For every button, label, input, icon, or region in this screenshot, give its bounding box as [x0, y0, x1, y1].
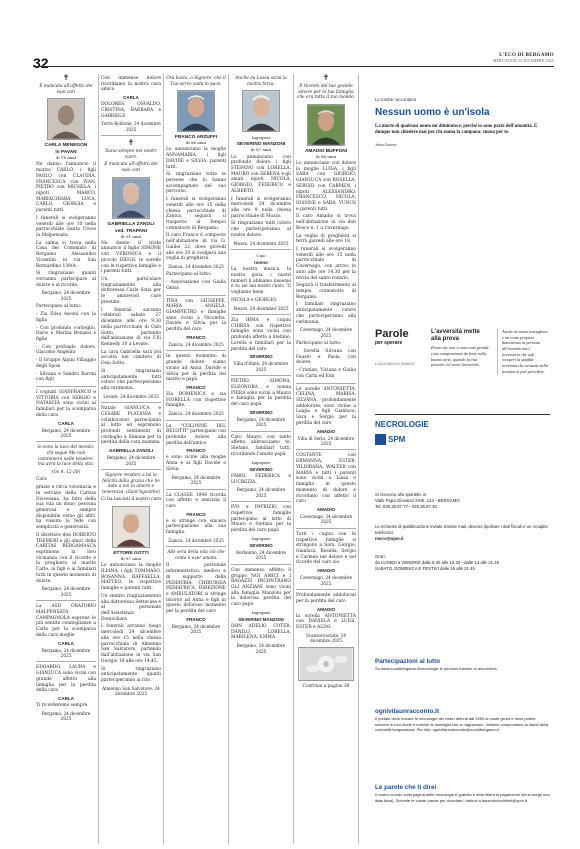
title-prefix: Ingegner [251, 535, 271, 541]
parole-box [375, 329, 550, 389]
notice-text: Zia DOMENICA e zia FIORELLA con rispettive famiglie. [166, 391, 226, 409]
portrait-photo [112, 506, 150, 548]
office-info [375, 492, 550, 511]
deceased-name: GABRIELLA ZANOLI [107, 221, 155, 227]
deceased-name-short: FRANCO [186, 334, 206, 340]
notice-text: Si ringraziano tutte le persone che lo hanno accompagnato nel suo percorso. [166, 172, 226, 195]
notice-text: I funerali avranno luogo mercoledì 24 dicembre alle ore 15 nella chiesa parrocchiale di Almenno San Salvatore, partendo dall'abitazione in via San Giorgio 18 alle ore 14.45. [101, 624, 161, 664]
notice-text: Un particolare ringraziamento alla dottoressa Carla Sotis per le amorevoli cure prestate. [101, 277, 161, 305]
participation-item: - Sorella Silvana con Fausto e Paola, con dolore; [296, 348, 356, 366]
divider [231, 431, 291, 432]
right-sidebar [361, 74, 554, 849]
deceased-name: AMADIO BUFFONI [304, 148, 348, 154]
deceased-age: di 88 anni [315, 153, 337, 159]
rubric-tag: Le tombe raccontano [375, 97, 417, 102]
flower-image [298, 647, 354, 681]
cross-icon: ✝ [322, 74, 330, 82]
office-phone: Tel. 035.35.87.77 - 035.35.87.30 [375, 504, 437, 510]
parole-heading [375, 329, 415, 366]
place-date: Berbenno, 24 dicembre 2025 [236, 549, 286, 561]
deceased-name-short: SEVERINO [249, 466, 273, 472]
salutation: Ciao [256, 253, 266, 259]
participation-item: - Zia Elisa Assoni con la figlia [36, 312, 96, 323]
quote-text: Il ricordo del tuo grande amore per la tua famiglia che era tutto il tuo mondo. [296, 84, 356, 101]
participation-item: - Associazione con Gialla Onlus [166, 280, 226, 291]
place-date: Bergamo, 24 dicembre 2025 [41, 427, 91, 439]
notice-text: Un sentito ringraziamento alla dottoressa Settecase e al personale dell'Assistenza Domiciliare. [101, 593, 161, 622]
deceased-name-short: FRANCO [186, 616, 206, 622]
column-divider [358, 74, 359, 844]
deceased-age: di 91 anni [120, 233, 142, 239]
portrait-photo [177, 90, 215, 132]
service-body: Il portale dove trovare le necrologie dei vostri defunti dal 1950 ai nostri giorni e dove potete scrivere le loro storie e inserire le immagini che si ringraziano. Insieme componiamo la storia della comunità bergamasca. Per info: ognivitaunracconto@ecodibergamo.it [375, 716, 549, 733]
service-ognivita [375, 696, 550, 733]
deceased-age: di 86 anni [185, 140, 207, 146]
column-5 [296, 74, 356, 844]
divider [36, 661, 96, 662]
divider [166, 350, 226, 351]
divider [231, 501, 291, 502]
quote-text: Sarai sempre nei nostri cuori. [105, 149, 157, 160]
notice-text: IVO e PATRIZIO con rispettive famiglie partecipano al lutto di Mauro e Stefano per la perdita del caro papà [231, 505, 291, 533]
participations-label: Partecipano al lutto: [166, 272, 212, 278]
place-date: Bergamo, 24 dicembre 2025 [106, 455, 156, 466]
continued-note: Continua a pagina 38 [302, 683, 350, 689]
spm-logo-text: SPM [388, 435, 406, 444]
notice-text: Le sorelle ANTONIETTA, CELINA, MARISA, SILVANA, profondamente addolorate, sono vicine a Luigia e figli Gianluca, Sara e Sergio per la perdita del caro [296, 386, 356, 426]
participation-item: - Cristian, Viviana e Giulia con Carla ed Emi [296, 368, 356, 379]
place-date: Zanica, 24 dicembre 2025 [168, 411, 224, 417]
divider [296, 528, 356, 529]
deceased-name-short: FRANCO [186, 448, 206, 454]
notice-text: Si ringraziano quanti vorranno partecipare al dolore e al ricordo. [36, 271, 96, 288]
notice-text: Ne danno il triste annuncio il figlio SIMONE con VERONICA e il piccolo DIEGO, le sorelle con le rispettive famiglie e i parenti tutti. [101, 240, 161, 275]
service-body: Il vostro ricordo sulla pagina delle necrologie è gratuito e data libera la pagamento sia si scegli una data fissa). Scrivete le vostre parole per ricordare i defunti a leparolechetidirei@spm.it [375, 792, 550, 803]
notice-text: Il personale infermieristico, medico e di supporto della PEDIATRIA, CHIRURGIA PEDIATRICA, DIREZIONE e AMBULATORI si stringe intorno ad Anna e figli in questo doloroso momento per la perdita del caro [166, 563, 226, 615]
portrait-photo [242, 90, 280, 132]
portrait-photo [47, 98, 85, 140]
title-prefix: Ingegner [251, 609, 271, 615]
place-date: Bergamo, 24 dicembre 2025 [236, 487, 286, 498]
place-date: Almenno San Salvatore, 24 dicembre 2025 [102, 685, 160, 697]
divider [101, 402, 161, 403]
deceased-name-short: AMADIO [316, 428, 336, 434]
divider [166, 546, 226, 547]
column-divider [293, 74, 294, 844]
portrait-photo [112, 177, 150, 219]
notice-text: grazie e circa volontaria e in servizio della Caritas Diocesana, ha fatto della sua vita un dono; persona generosa e sempre disponibile verso gli altri, ha vissuto la fede con semplicità e generosità. [36, 485, 96, 531]
divider [231, 314, 291, 315]
place-date: Zanica, 24 dicembre 2025 [168, 537, 224, 543]
notice-text: Lo annunciano la moglie ILIANA, i figli TOMMASO, ROSANNA, RAFFAELLA, MATTEO, le rispettive famiglie e parenti tutti. [101, 563, 161, 592]
rubric-title: Nessun uomo è un'isola [375, 107, 490, 118]
notice-text: I familiari ringraziano anticipatamente coloro che parteciperanno alla cerimonia. [296, 302, 356, 325]
service-parole [375, 772, 550, 803]
email-link[interactable]: necro@spm.it [375, 536, 404, 542]
place-date: Cavernago, 24 dicembre 2025 [299, 327, 353, 338]
parole-title: Parole [375, 328, 409, 340]
notice-text: I funerali si svolgeranno mercoledì 24 dicembre alle ore 9 nella chiesa parrocchiale di Mozzo. [231, 196, 291, 219]
divider [101, 135, 161, 136]
portrait-photo [307, 104, 345, 146]
notice-text: Lo annunciano la moglie ANNAMARIA, i figli DAVIDE e SILVIA, parenti tutti. [166, 147, 226, 170]
notice-text: Ci ha lasciati il nostro caro [101, 497, 161, 503]
divider [36, 386, 96, 387]
parole-main [431, 329, 491, 368]
place-date: Torre Boldone, 24 dicembre 2025 [101, 121, 161, 132]
divider [231, 375, 291, 376]
notice-text: DON ADELIO COTER, DANILO, LORELLA, MARILENA, EMMA. [231, 624, 291, 641]
service-partecipazioni [375, 644, 550, 672]
notice-text: Tutti i cugini con le rispettive famiglie si stringono a Sara, Giorgio, Gianluca, Rosella, Sergio e Carmen nel dolore e nel ricordo del caro zio [296, 531, 356, 566]
notice-text: FABIO, FEDERICA e LUCREZIA. [231, 473, 291, 485]
notice-text: Zia IRMA e cugini CHIRSA con rispettive famiglie sono vicini con profondo affetto a Stefano, Lorella e familiari per la perdita del caro [231, 318, 291, 352]
divider [101, 469, 161, 470]
deceased-age: di 78 anni [55, 155, 77, 161]
deceased-name-short: FRANCO [186, 384, 206, 390]
notice-text: PIETRO, SIMONA, ELEONORA e nonna PIERA sono vicini a Mauro e famiglia per la perdita del caro papà [231, 379, 291, 408]
title-prefix: Ingegner [251, 459, 271, 465]
deceased-age: di 87 anni [250, 147, 272, 153]
column-2 [101, 74, 161, 844]
place-date: Bergamo, 24 dicembre 2025 [171, 623, 221, 635]
divider [166, 489, 226, 490]
divider [296, 589, 356, 590]
hours-weekdays: da LUNEDÌ a VENERDÌ dalle 8.30 alle 12.30 - dalle 14 alle 21.45 [375, 560, 499, 566]
place-date: Villa d'Almè, 24 dicembre 2025 [233, 361, 289, 372]
notice-text: Profondamente addolorati per la perdita del caro [296, 593, 356, 604]
notice-text: Il caro Amadio si trova nell'abitazione in via don Bosco n. 1 a Cavernago. [296, 214, 356, 231]
notice-text: Si ringraziano tutti coloro che parteciperanno al nostro dolore. [231, 221, 291, 238]
header-rule [33, 66, 554, 67]
notice-text: EDOARDO, LAURA e GIANLUCA sono vicini con grande affetto alla famiglia per la perdita della cara [36, 665, 96, 694]
notice-text: Si ringraziano anticipatamente tutti coloro che parteciperanno alla cerimonia. [101, 368, 161, 391]
necrologie-heading: NECROLOGIE [375, 414, 550, 429]
divider [166, 295, 226, 296]
participation-item: - Con profondo dolore, Giacomo Angelini [36, 344, 96, 356]
notice-text: Lo annunciano con dolore la moglie LUISA, i figli SARA con GIORGIO, GIANLUCA con ROSELLA, SERGIO con CARMEN, i nipoti ALESSANDRO, FRANCESCO, NICOLA, IOSSINE e SARA, YUNUS e parenti tutti. [296, 160, 356, 212]
parole-author: LUCIA SAVIOLI BIANCA [375, 362, 415, 366]
place-date: Bergamo, 24 dicembre 2025 [171, 474, 221, 486]
notice-text: Con immenso affetto il gruppo NOI AMICI e I RAGAZZI INCONTRANO GLI ANZIANI sono vicini alla famiglia Manzoni per la dolorosa perdita del caro papà [231, 567, 291, 608]
notice-text: La veglia di preghiera si terrà giovedì alle ore 18. [296, 233, 356, 245]
notice-text: NICOLA e GIORGIO. [231, 297, 278, 303]
deceased-name-married: ved. TRAPANI [115, 228, 147, 234]
deceased-name-short: AMADIO [316, 606, 336, 612]
place-date: Scanzorosciate, 24 dicembre 2025 [305, 632, 347, 644]
parole-body: Penso che non ci sono una grande cosa compenetrata da forte nella buona sorte, quando la vita procede col vento favorevole. [431, 345, 489, 368]
divider [231, 249, 291, 250]
quote-text: Anche da Lassù sarai la nostra forza. [235, 76, 287, 87]
notice-text: TINA con GIUSEPPE, MARIA ANGELA, GIAMPIETRO e famiglie sono vicini a Nicoletta, Davide e Silvia per la perdita del caro [166, 298, 226, 333]
place-date: Mozzo, 24 dicembre 2025 [233, 240, 289, 246]
place-date: Bergamo, 24 dicembre 2025 [41, 647, 91, 658]
spm-logo [375, 434, 405, 445]
deceased-name-short: SEVERINO [249, 354, 273, 360]
participation-item: - Con profondo cordoglio, Dario e Marina Benassi e figlie [36, 325, 96, 342]
column-divider [228, 74, 229, 844]
notice-text: e sono vicine alla moglie Anna e ai figli Davide e Silvia. [166, 455, 226, 472]
place-date: Cavernago, 24 dicembre 2025 [299, 575, 353, 586]
notice-text: I funerali si svolgeranno venerdì alle ore 10 nella parrocchiale Santa Croce in Malpensata. [36, 215, 96, 238]
service-title[interactable]: ognivitaunracconto.it [375, 708, 440, 715]
service-title[interactable]: Partecipazioni al lutto [375, 658, 441, 665]
deceased-name-short: SEVERINO MANZONI [238, 617, 284, 623]
notice-text: I cognati GIANFRANCO e VITTORIA con SERGIO e NATASCIA sono vicini ai familiari per la scomparsa della cara [36, 389, 96, 418]
place-date: Bergamo, 24 dicembre 2025 [236, 416, 286, 428]
notice-text: DOLORES, OSVALDO, CRISTINA, BARBARA e GABRIELE. [101, 102, 161, 119]
place-date: Bergamo, 24 dicembre 2025 [41, 586, 91, 597]
place-date: Villa di Serio, 24 dicembre 2025 [297, 435, 355, 447]
hours-weekend: SABATO, DOMENICA E FESTIVI dalle 16 alle 21.45 [375, 566, 475, 572]
participation-item: - Silvana e Sandro Baroni con figli [36, 371, 96, 383]
notice-text: e si stringe con sincera partecipazione alla sua famiglia. [166, 518, 226, 536]
notice-text: La nostra musica, la nostra gioia, i nostri numeri li abbiamo insieme e tu sei nei nostri cuori. Ti vogliamo bene. [231, 267, 291, 296]
necrologie-section [375, 414, 550, 448]
notice-text: In questo momento di grande dolore siamo vicino ad Anna, Davide e Silvia per la perdita del marito e papà [166, 354, 226, 383]
cross-icon: ✝ [127, 138, 135, 148]
quote-text: Ora basta, o Signore, che il Tuo servo vada in pace. [166, 76, 226, 87]
place-date: Cavernago, 24 dicembre 2025 [299, 513, 353, 525]
notice-text: I funerali si svolgeranno venerdì alle ore 15 nella chiesa parrocchiale di Zanica, seguirà il trasporto al Tempio crematorio di Bergamo. [166, 197, 226, 231]
deceased-name: CARLA MENEGON [44, 143, 88, 149]
deceased-age: di 87 anni [120, 556, 142, 562]
publication-name: L'ECO DI BERGAMO [499, 53, 554, 58]
salutation: Cara [36, 477, 47, 483]
notice-text: Seguirà il trasferimento al tempio crematorio di Bergamo. [296, 283, 356, 300]
hours-info [375, 554, 550, 573]
deceased-name-short: nonno [254, 260, 268, 266]
notice-text: La "COLONNE DEL BELOTTI" partecipano con profondo dolore alla perdita dell'amico [166, 423, 226, 446]
office-address: Viale Papa Giovanni XXIII, 124 - BERGAMO [375, 498, 460, 504]
publication-header [493, 53, 554, 63]
column-4 [231, 74, 291, 844]
email-instructions: Le richieste di pubblicazione inviate tramite mail, devono riportare i dati fiscali e un recapito telefonico [375, 524, 548, 536]
notice-text: Caro Mauro, con tanto affetto abbracciamo te, Stefano, familiari tutti, ricordando l'amato papà [231, 434, 291, 457]
notice-text: I funerali saranno celebrati sabato 27 dicembre alle ore 9.30 nella parrocchiale di Oslo Sotto, partendo dall'abitazione di via F.lli Kennedy 10 a Levate. [101, 307, 161, 347]
intro-text: È mancata all'affetto dei suoi cari [39, 84, 93, 95]
column-divider [163, 74, 164, 844]
notice-text: COSTANTE con ERMANNA, ESTER, YILDIRANA, WALTER con MARIA e tutti i parenti sono vicini a Luisa e famiglia in questo momento di dolore e ricordano con affetto il caro [296, 453, 356, 505]
divider [36, 441, 96, 442]
notice-text: La ASD ORATORIO MALPENSATA CAMPAGNOLA esprime le più sentite condoglianze a Carlo per la scomparsa della cara moglie [36, 604, 96, 638]
place-date: Bergamo, 24 dicembre 2025 [236, 643, 286, 654]
rubric-author: John Donne [375, 141, 397, 147]
divider [166, 420, 226, 421]
notice-text: Con immenso dolore ricordiamo la nostra cara amica [101, 76, 161, 93]
participations-label: Partecipano al lutto: [36, 304, 82, 310]
deceased-name-short: AMADIO [316, 506, 336, 512]
notice-text: Ti ricorderemo sempre. [36, 703, 89, 709]
office-label: Si ricevono allo sportello in: [375, 492, 428, 497]
intro-text: È mancata all'affetto dei suoi cari [104, 162, 158, 173]
notice-text: I funerali si svolgeranno venerdì alle ore 15 nella parrocchiale di Cavernago, con arrivo in auto alle ore 14.30 per la recita del santo rosario. [296, 246, 356, 281]
divider [231, 564, 291, 565]
deceased-name-short: CARLA [58, 640, 74, 646]
notice-text: La CLASSE 1944 ricorda con affetto e amicizia il caro [166, 492, 226, 509]
deceased-name: FRANCO ARZUFFI [174, 135, 218, 141]
bible-quote: Io sono la luce del mondo; chi segue Me non camminerà nelle tenebre, ma avrà la luce della vita. [37, 445, 95, 468]
parole-side-text: Anche un uomo travagliato e un vento propizio dimostrano la persona all'incontro ma è necessario che egli recuperi la qualità avvenuta che nessuna della persona si può prevedere. [497, 329, 549, 374]
deceased-name: ETTORE GOTTI [113, 551, 149, 557]
place-date: Zanica, 24 dicembre 2025 [168, 341, 224, 347]
notice-text: La cara Gabriella sarà poi accolta nel cimitero di Osio Sotto. [101, 349, 161, 367]
notice-text: Natale GIANLUCA e CESARE PLATANIA e collaboratori partecipano al lutto ed esprimono profondi sentimenti di cordoglio a Simone per la perdita della cara mamma [101, 406, 161, 446]
deceased-name-short: CARLA [123, 95, 139, 101]
quote-text: Signore rendere a lui la felicità della grazia che ho dato a noi in amore e tenerezza. (Sant'Agostino) [102, 473, 160, 495]
deceased-name-short: CARLA [58, 420, 74, 426]
place-date: Zanica, 24 dicembre 2025 [168, 264, 224, 269]
column-3 [166, 74, 226, 844]
parole-subtitle: per sperare [375, 340, 403, 346]
place-date: Mozzo, 24 dicembre 2025 [233, 305, 289, 311]
deceased-name-short: CARLA [58, 696, 74, 702]
participations-label: Partecipano al lutto: [296, 341, 342, 347]
notice-text: Si ringraziano anticipatamente quanti parteciperanno al rito. [101, 666, 161, 683]
column-1 [36, 74, 96, 844]
notice-text: Ne danno l'annuncio il marito CARLO, i figli PAOLO con CLAUDIA, FRANCESCA con IVAN, PIETRO con MICHELA, i nipoti MARCO, MARIACHIARA, LUCA, CARLO, GIORGIA e parenti tutti. [36, 162, 96, 214]
email-info [375, 524, 550, 543]
notice-text: La salma si trova nella Casa del Commiato di Bergamo Alessandro Vicentini in via San Bernardino 139/A. [36, 240, 96, 269]
divider [36, 600, 96, 601]
spm-logo-icon [375, 434, 386, 445]
deceased-name-short: AMADIO [316, 568, 336, 574]
notice-text: Il caro Franco è composto nell'abitazione in via G. Galilei 22, dove giovedì alle ore 20 si svolgerà una veglia di preghiera. [166, 233, 226, 262]
deceased-name-married: in PAVAN [55, 150, 77, 156]
place-date: Bergamo, 24 dicembre 2025 [41, 290, 91, 301]
participation-item: - Il Gruppo Alpini Villaggio degli Sposi [36, 358, 96, 369]
deceased-name-short: GABRIELLA ZANOLI [108, 448, 154, 454]
place-date: Levate, 24 dicembre 2025 [103, 393, 159, 399]
deceased-name: SEVERINO MANZONI [236, 142, 286, 148]
deceased-name-short: SEVERINO [249, 542, 273, 548]
place-date: Bergamo, 24 dicembre 2025 [41, 710, 91, 722]
notice-text: Il direttore don ROBERTO TREMERI e gli amici della CARITAS BERGAMASCA esprimono la loro vicinanza con il ricordo e la preghiera al marito Carlo, ai figli e ai familiari tutti in questo momento di dolore. [36, 532, 96, 584]
parole-headline: L'avversità mette alla prova [431, 329, 480, 342]
service-title[interactable]: Le parole che ti direi [375, 784, 437, 791]
deceased-name-short: FRANCO [186, 511, 206, 517]
service-body: Su www.ecodibergamo.it/necrologie le persone inserire in autonomia. [375, 666, 498, 671]
divider [296, 449, 356, 450]
title-prefix: Ingegner [251, 135, 271, 141]
page-number: 32 [33, 55, 49, 71]
cross-icon: ✝ [62, 74, 70, 82]
bible-quote-ref: (Gv 8, 12-20) [51, 469, 81, 475]
deceased-name-short: SEVERINO [249, 409, 273, 415]
divider [296, 383, 356, 384]
quote-text: Alle sera della vita ciò che conta è aver amato. [167, 550, 225, 561]
column-divider [98, 74, 99, 844]
notice-text: Lo annunciano con profondo dolore i figli STEFANO con LORELLA, MAURO con SERENA e gli amati nipoti NICOLA, GIORGIO, FEDERICO e ALBERTO. [231, 154, 291, 194]
notice-text: la sorella ANTONIETTA con DANIELA e LUIGI, ESTER e ALDO. [296, 613, 356, 630]
rubric-lead: La morte di qualsiasi uomo mi diminuisce, perché io sono parte dell'umanità. E dunque non chiedere mai per chi suona la campana: suona per te. [375, 124, 538, 136]
hours-label: Orari: [375, 554, 386, 559]
publication-date: MERCOLEDÌ 24 DICEMBRE 2025 [493, 59, 554, 63]
